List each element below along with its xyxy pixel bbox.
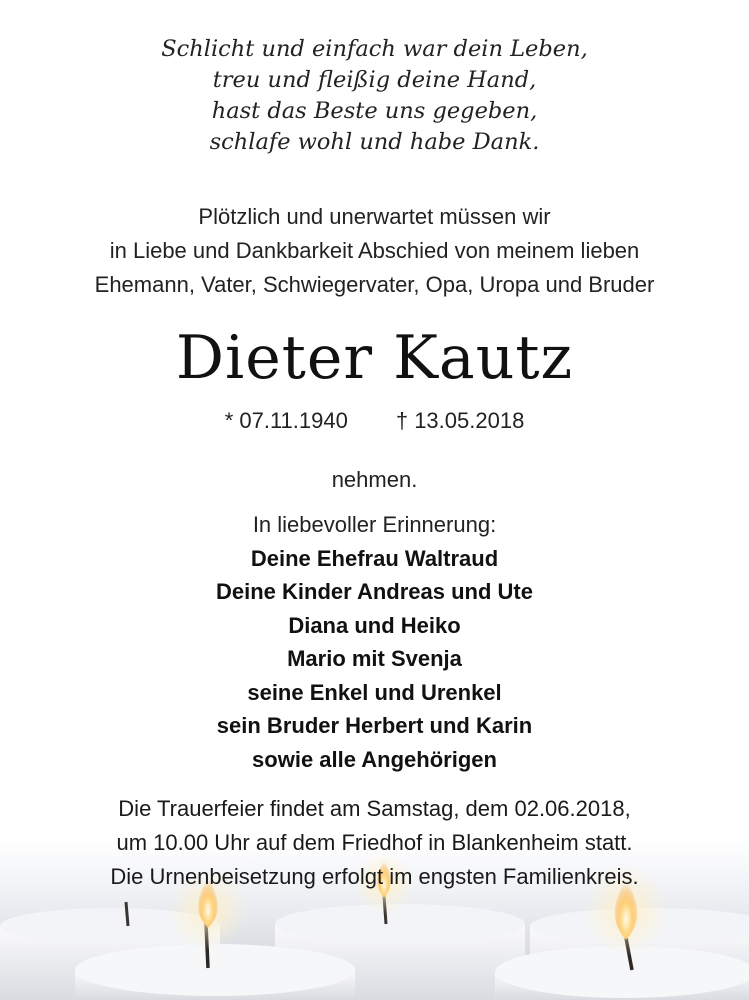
- mourner: Deine Kinder Andreas und Ute: [215, 579, 533, 604]
- mourner: Diana und Heiko: [288, 612, 461, 638]
- intro-text: [0, 200, 749, 302]
- mourners-list: [0, 508, 749, 776]
- birth-date: * 07.11.1940: [224, 408, 348, 433]
- poem: [0, 34, 749, 158]
- intro-line: Ehemann, Vater, Schwiegervater, Opa, Uropa und Bruder: [94, 272, 655, 297]
- intro-line: in Liebe und Dankbarkeit Abschied von meinem lieben: [109, 238, 640, 263]
- poem-line: hast das Beste uns gegeben,: [211, 98, 538, 124]
- mourner: sein Bruder Herbert und Karin: [216, 713, 533, 738]
- mourner: Deine Ehefrau Waltraud: [250, 545, 499, 571]
- life-dates: [0, 404, 749, 438]
- funeral-info-line: Die Trauerfeier findet am Samstag, dem 02.06.2018,: [118, 796, 631, 821]
- mourner: Mario mit Svenja: [287, 646, 462, 671]
- poem-line: Schlicht und einfach war dein Leben,: [161, 36, 588, 62]
- funeral-info-line: um 10.00 Uhr auf dem Friedhof in Blankenheim statt.: [116, 830, 633, 855]
- mourner: seine Enkel und Urenkel: [247, 679, 502, 705]
- death-date: † 13.05.2018: [395, 408, 525, 433]
- funeral-info: [0, 792, 749, 894]
- poem-line: treu und fleißig deine Hand,: [212, 67, 537, 93]
- mourners-heading: In liebevoller Erinnerung:: [252, 512, 497, 537]
- funeral-info-line: Die Urnenbeisetzung erfolgt im engsten Familienkreis.: [110, 864, 639, 889]
- mourner: sowie alle Angehörigen: [252, 746, 497, 772]
- intro-line: Plötzlich und unerwartet müssen wir: [198, 204, 551, 229]
- deceased-name: Dieter Kautz: [175, 323, 574, 393]
- closing-word: nehmen.: [331, 467, 418, 492]
- poem-line: schlafe wohl und habe Dank.: [209, 129, 540, 155]
